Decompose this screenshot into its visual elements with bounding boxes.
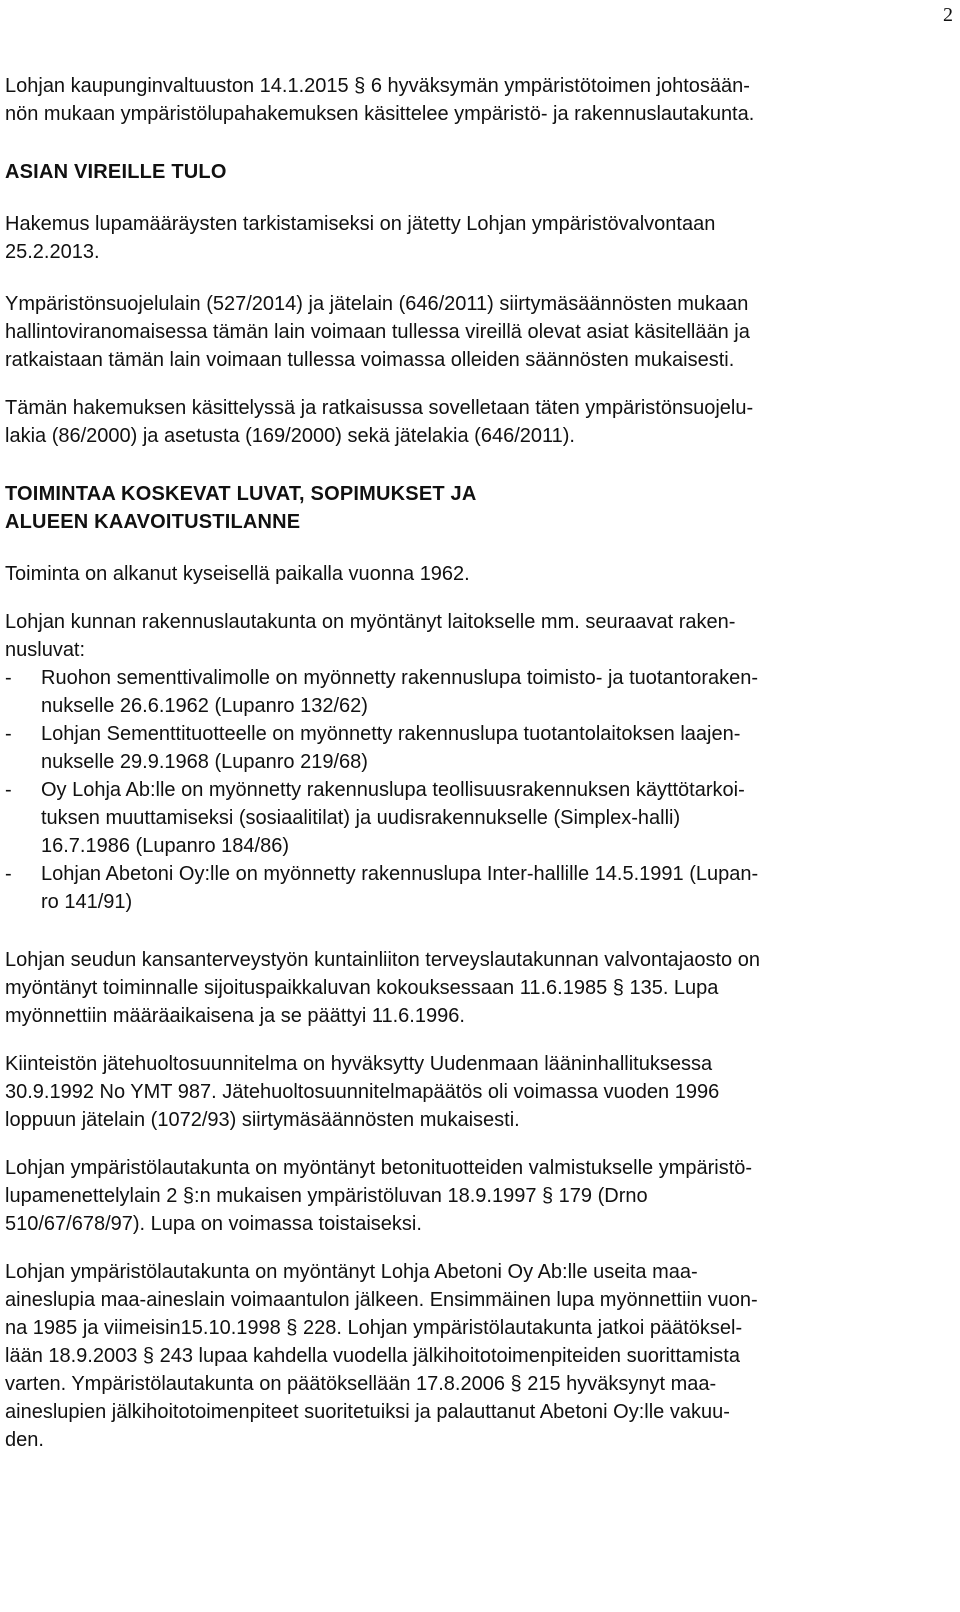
text-line: 510/67/678/97). Lupa on voimassa toistaiseksi. — [5, 1213, 422, 1235]
text-line: hallintoviranomaisessa tämän lain voimaan tullessa vireillä olevat asiat käsitellään ja — [5, 321, 750, 343]
text-line: 16.7.1986 (Lupanro 184/86) — [41, 835, 289, 857]
list-item — [5, 860, 953, 916]
text-line: Ruohon sementtivalimolle on myönnetty rakennuslupa toimisto- ja tuotantoraken- — [41, 667, 759, 689]
health-board-paragraph — [5, 946, 953, 1030]
section-heading-asian-vireille-tulo: ASIAN VIREILLE TULO — [5, 161, 227, 183]
text-line: tuksen muuttamiseksi (sosiaalitilat) ja uudisrakennukselle (Simplex-halli) — [41, 807, 681, 829]
text-line: Lohjan ympäristölautakunta on myöntänyt Lohja Abetoni Oy Ab:lle useita maa- — [5, 1261, 698, 1283]
list-dash: - — [5, 667, 12, 689]
heading-line: ALUEEN KAAVOITUSTILANNE — [5, 511, 301, 533]
text-line: lään 18.9.2003 § 243 lupaa kahdella vuodella jälkihoitotoimenpiteiden suorittamista — [5, 1345, 740, 1367]
intro-paragraph — [5, 72, 953, 128]
text-line: lakia (86/2000) ja asetusta (169/2000) sekä jätelakia (646/2011). — [5, 425, 575, 447]
text-line: myönnettiin määräaikaisena ja se päättyi 11.6.1996. — [5, 1005, 465, 1027]
list-dash: - — [5, 863, 12, 885]
text-line: Ympäristönsuojelulain (527/2014) ja jätelain (646/2011) siirtymäsäännösten mukaan — [5, 293, 749, 315]
list-dash: - — [5, 723, 12, 745]
text-line: Lohjan Sementtituotteelle on myönnetty rakennuslupa tuotantolaitoksen laajen- — [41, 723, 741, 745]
section-heading-permits — [5, 480, 953, 536]
text-line: loppuun jätelain (1072/93) siirtymäsäännösten mukaisesti. — [5, 1109, 520, 1131]
text-line: ratkaistaan tämän lain voimaan tullessa voimassa olleiden säännösten mukaisesti. — [5, 349, 735, 371]
text-line: ro 141/91) — [41, 891, 133, 913]
text-line: Lohjan kunnan rakennuslautakunta on myöntänyt laitokselle mm. seuraavat raken- — [5, 611, 736, 633]
text-line: Oy Lohja Ab:lle on myönnetty rakennuslupa teollisuusrakennuksen käyttötarkoi- — [41, 779, 745, 801]
list-dash: - — [5, 779, 12, 801]
extraction-permits-paragraph — [5, 1258, 953, 1454]
text-line: Lohjan Abetoni Oy:lle on myönnetty rakennuslupa Inter-hallille 14.5.1991 (Lupan- — [41, 863, 759, 885]
text-line: Lohjan ympäristölautakunta on myöntänyt betonituotteiden valmistukselle ympäristö- — [5, 1157, 753, 1179]
text-line: 30.9.1992 No YMT 987. Jätehuoltosuunnitelmapäätös oli voimassa vuoden 1996 — [5, 1081, 720, 1103]
document-body — [5, 72, 953, 1454]
list-item — [5, 664, 953, 720]
text-line: den. — [5, 1429, 44, 1451]
text-line: nukselle 29.9.1968 (Lupanro 219/68) — [41, 751, 368, 773]
text-line: 25.2.2013. — [5, 241, 100, 263]
text-line: lupamenettelylain 2 §:n mukaisen ympäristöluvan 18.9.1997 § 179 (Drno — [5, 1185, 648, 1207]
text-line: nukselle 26.6.1962 (Lupanro 132/62) — [41, 695, 368, 717]
waste-plan-paragraph — [5, 1050, 953, 1134]
text-line: Tämän hakemuksen käsittelyssä ja ratkaisussa sovelletaan täten ympäristönsuojelu- — [5, 397, 754, 419]
text-line: Hakemus lupamääräysten tarkistamiseksi on jätetty Lohjan ympäristövalvontaan — [5, 213, 716, 235]
building-permits-intro — [5, 608, 953, 664]
text-line: aineslupien jälkihoitotoimenpiteet suoritetuiksi ja palauttanut Abetoni Oy:lle vakuu- — [5, 1401, 730, 1423]
text-line: varten. Ympäristölautakunta on päätöksellään 17.8.2006 § 215 hyväksynyt maa- — [5, 1373, 717, 1395]
text-line: Lohjan seudun kansanterveystyön kuntainliiton terveyslautakunnan valvontajaosto on — [5, 949, 760, 971]
text-line: na 1985 ja viimeisin15.10.1998 § 228. Lohjan ympäristölautakunta jatkoi päätöksel- — [5, 1317, 743, 1339]
text-line: Kiinteistön jätehuoltosuunnitelma on hyväksytty Uudenmaan lääninhallituksessa — [5, 1053, 713, 1075]
transition-provisions-paragraph — [5, 290, 953, 374]
building-permits-list — [5, 664, 953, 916]
text-line: aineslupia maa-aineslain voimaantulon jälkeen. Ensimmäinen lupa myönnettiin vuon- — [5, 1289, 758, 1311]
text-line: nusluvat: — [5, 639, 86, 661]
text-line: Toiminta on alkanut kyseisellä paikalla vuonna 1962. — [5, 563, 470, 585]
list-item — [5, 720, 953, 776]
text-line: myöntänyt toiminnalle sijoituspaikkaluvan kokouksessaan 11.6.1985 § 135. Lupa — [5, 977, 719, 999]
text-line: Lohjan kaupunginvaltuuston 14.1.2015 § 6 hyväksymän ympäristötoimen johtosään- — [5, 75, 750, 97]
list-item — [5, 776, 953, 860]
operation-start-paragraph — [5, 560, 953, 588]
environmental-permit-paragraph — [5, 1154, 953, 1238]
page-number: 2 — [943, 4, 953, 26]
heading-line: TOIMINTAA KOSKEVAT LUVAT, SOPIMUKSET JA — [5, 483, 477, 505]
text-line: nön mukaan ympäristölupahakemuksen käsittelee ympäristö- ja rakennuslautakunta. — [5, 103, 755, 125]
application-date-paragraph — [5, 210, 953, 266]
applicable-law-paragraph — [5, 394, 953, 450]
